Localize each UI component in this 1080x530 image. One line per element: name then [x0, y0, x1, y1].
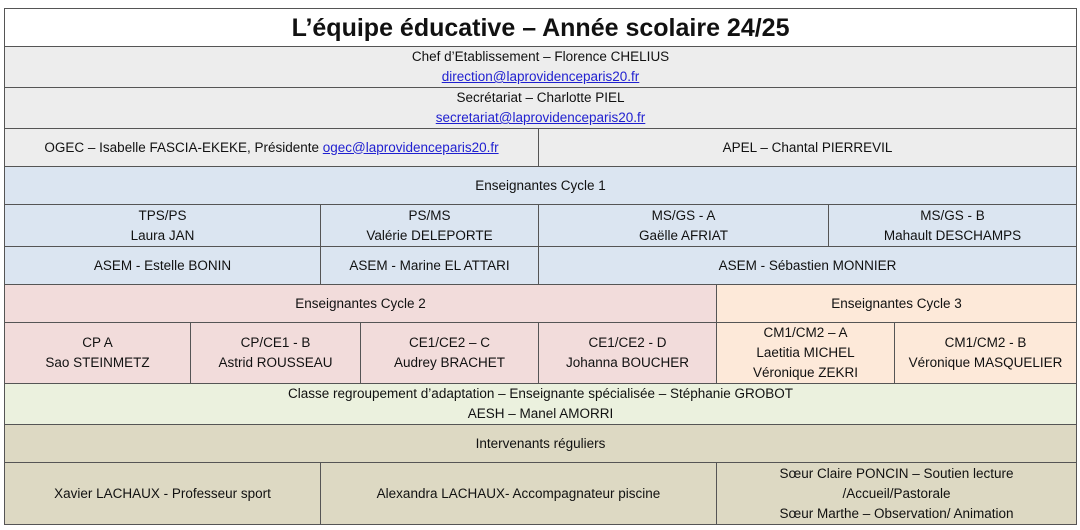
staff-table [4, 8, 1077, 525]
class-name: CM1/CM2 – A [763, 325, 848, 340]
asem-cell: ASEM - Marine EL ATTARI [321, 247, 539, 285]
cycle2-class-cell [5, 323, 191, 384]
cycle1-class-cell [829, 205, 1077, 247]
teacher-name: Laetitia MICHEL [756, 345, 855, 360]
adaptation-cell [5, 384, 1077, 425]
cycle3-class-cell [895, 323, 1077, 384]
class-name: CE1/CE2 - D [588, 335, 667, 350]
asem-cell: ASEM - Estelle BONIN [5, 247, 321, 285]
class-name: CM1/CM2 - B [944, 335, 1027, 350]
cycle1-class-cell [5, 205, 321, 247]
cycle2-class-cell [361, 323, 539, 384]
cycle2-class-cell [539, 323, 717, 384]
teacher-name: Sao STEINMETZ [45, 355, 150, 370]
adaptation-line: Classe regroupement d’adaptation – Enseignante spécialisée – Stéphanie GROBOT [287, 386, 794, 401]
teacher-name: Astrid ROUSSEAU [218, 355, 333, 370]
teacher-name: Audrey BRACHET [393, 355, 506, 370]
cycle1-header: Enseignantes Cycle 1 [5, 167, 1077, 205]
secretariat-label: Secrétariat – Charlotte PIEL [456, 90, 625, 105]
cycle3-class-cell [717, 323, 895, 384]
direction-email-link[interactable]: direction@laprovidenceparis20.fr [441, 69, 640, 84]
soeurs-cell [717, 463, 1077, 525]
class-name: CE1/CE2 – C [408, 335, 491, 350]
secretariat-cell [5, 88, 1077, 129]
cycle2-class-cell [191, 323, 361, 384]
intervenant-cell: Alexandra LACHAUX- Accompagnateur piscine [321, 463, 717, 525]
staff-document [4, 8, 1076, 526]
teacher-name: Johanna BOUCHER [565, 355, 690, 370]
cycle2-header: Enseignantes Cycle 2 [5, 285, 717, 323]
ogec-cell [5, 129, 539, 167]
teacher-name: Valérie DELEPORTE [366, 227, 493, 243]
page-title: L’équipe éducative – Année scolaire 24/25 [5, 9, 1077, 47]
secretariat-email-link[interactable]: secretariat@laprovidenceparis20.fr [435, 110, 646, 125]
teacher-name: Mahault DESCHAMPS [883, 227, 1022, 243]
teacher-name: Gaëlle AFRIAT [638, 227, 729, 243]
apel-cell: APEL – Chantal PIERREVIL [539, 129, 1077, 167]
ogec-email-link[interactable]: ogec@laprovidenceparis20.fr [322, 139, 499, 155]
direction-cell [5, 47, 1077, 88]
teacher-name: Véronique ZEKRI [752, 365, 859, 380]
teacher-name: Laura JAN [130, 227, 195, 243]
class-name: CP/CE1 - B [240, 335, 311, 350]
soeur-line: /Accueil/Pastorale [842, 485, 951, 501]
intervenants-header: Intervenants réguliers [5, 425, 1077, 463]
class-name: PS/MS [408, 207, 451, 223]
aesh-line: AESH – Manel AMORRI [467, 406, 614, 421]
direction-label: Chef d’Etablissement – Florence CHELIUS [411, 49, 670, 64]
asem-cell: ASEM - Sébastien MONNIER [539, 247, 1077, 285]
class-name: MS/GS - A [651, 207, 716, 223]
ogec-label: OGEC – Isabelle FASCIA-EKEKE, Présidente [44, 139, 323, 155]
cycle1-class-cell [321, 205, 539, 247]
intervenant-cell: Xavier LACHAUX - Professeur sport [5, 463, 321, 525]
class-name: CP A [82, 335, 113, 350]
cycle1-class-cell [539, 205, 829, 247]
teacher-name: Véronique MASQUELIER [908, 355, 1063, 370]
soeur-line: Sœur Claire PONCIN – Soutien lecture [779, 465, 1014, 481]
class-name: MS/GS - B [920, 207, 985, 223]
class-name: TPS/PS [138, 207, 187, 223]
cycle3-header: Enseignantes Cycle 3 [717, 285, 1077, 323]
soeur-line: Sœur Marthe – Observation/ Animation [779, 505, 1014, 521]
